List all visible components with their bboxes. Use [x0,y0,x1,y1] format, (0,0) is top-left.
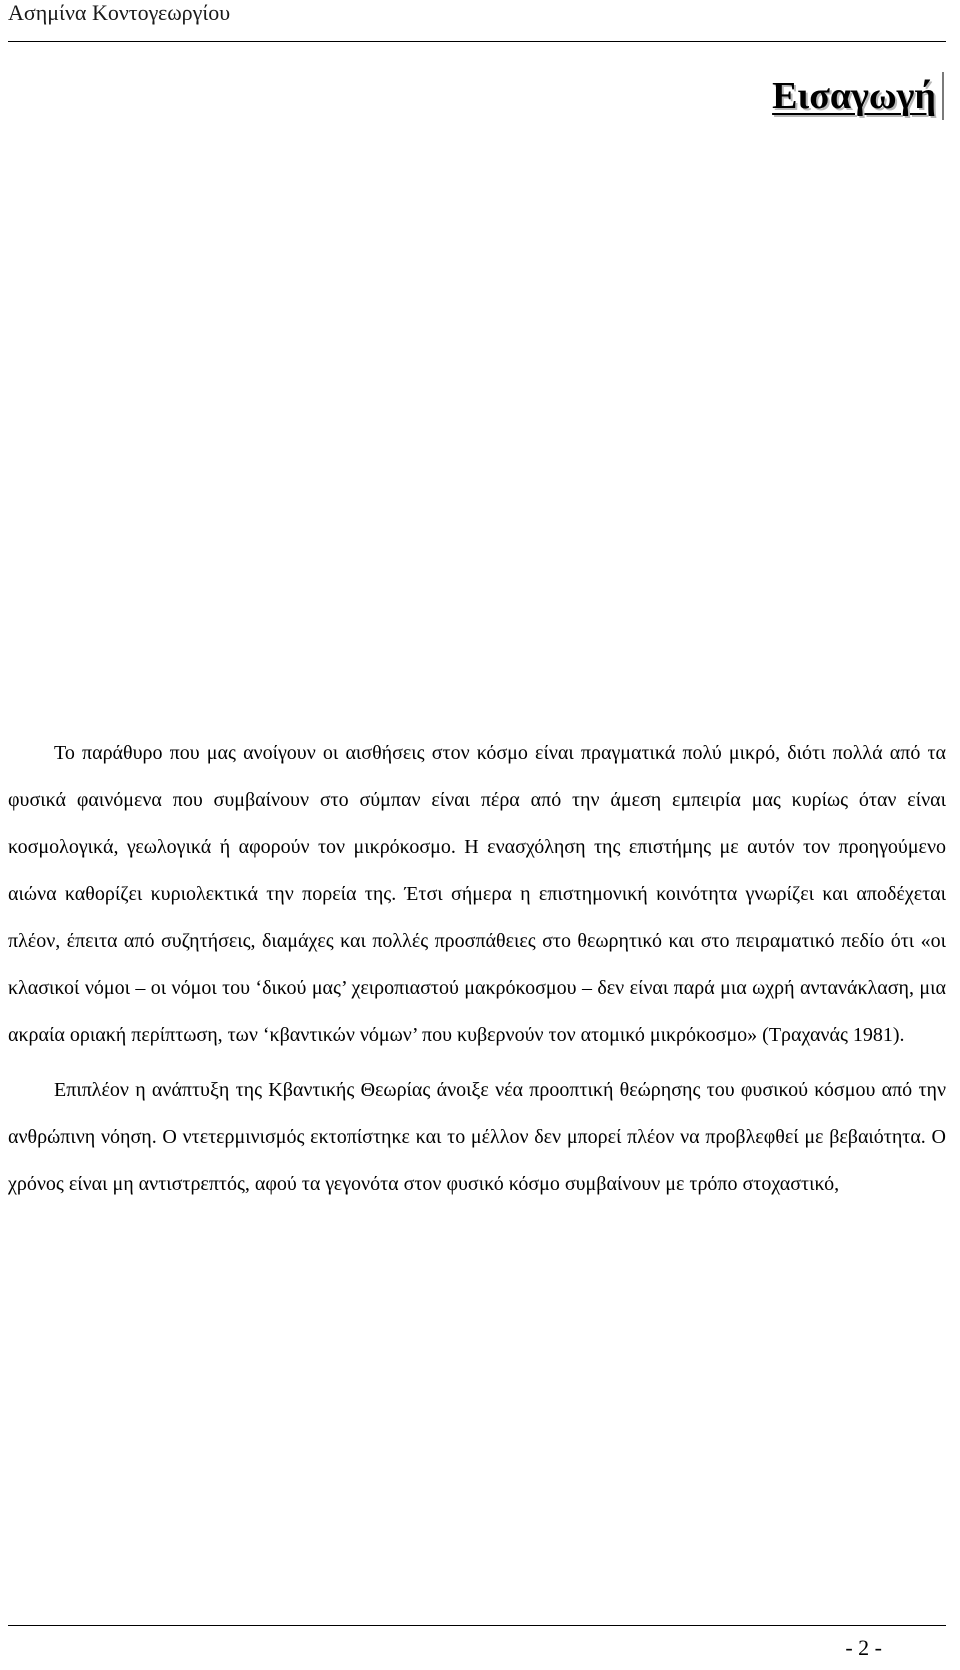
paragraph-2: Επιπλέον η ανάπτυξη της Κβαντικής Θεωρίας άνοιξε νέα προοπτική θεώρησης του φυσικού κόσμου από την ανθρώπινη νόηση. Ο ντετερμινισμός εκτοπίστηκε και το μέλλον δεν μπορεί πλέον να προβλεφθεί με βεβαιότητα. Ο χρόνος είναι μη αντιστρεπτός, αφού τα γεγονότα στον φυσικό κόσμο συμβαίνουν με τρόπο στοχαστικό, [8,1079,946,1195]
chapter-title: Εισαγωγή [772,72,944,120]
header-divider [8,41,946,42]
page-number: - 2 - [845,1635,882,1660]
footer-divider [8,1625,946,1626]
paragraph-1: Το παράθυρο που μας ανοίγουν οι αισθήσεις στον κόσμο είναι πραγματικά πολύ μικρό, διότι πολλά από τα φυσικά φαινόμενα που συμβαίνουν στο σύμπαν είναι πέρα από την άμεση εμπειρία μας κυρίως όταν είναι κοσμολογικά, γεωλογικά ή αφορούν τον μικρόκοσμο. Η ενασχόληση της επιστήμης με αυτόν τον προηγούμενο αιώνα καθορίζει κυριολεκτικά την πορεία της. Έτσι σήμερα η επιστημονική κοινότητα γνωρίζει και αποδέχεται πλέον, έπειτα από συζητήσεις, διαμάχες και πολλές προσπάθειες στο θεωρητικό και στο πειραματικό πεδίο ότι «οι κλασικοί νόμοι – οι νόμοι του ‘δικού μας’ χειροπιαστού μακρόκοσμου – δεν είναι παρά μια ωχρή αντανάκλαση, μια ακραία οριακή περίπτωση, των ‘κβαντικών νόμων’ που κυβερνούν τον ατομικό μικρόκοσμο» (Τραχανάς 1981). [8,742,946,1046]
body-text [8,730,946,1208]
running-header-author: Ασημίνα Κοντογεωργίου [8,0,231,25]
